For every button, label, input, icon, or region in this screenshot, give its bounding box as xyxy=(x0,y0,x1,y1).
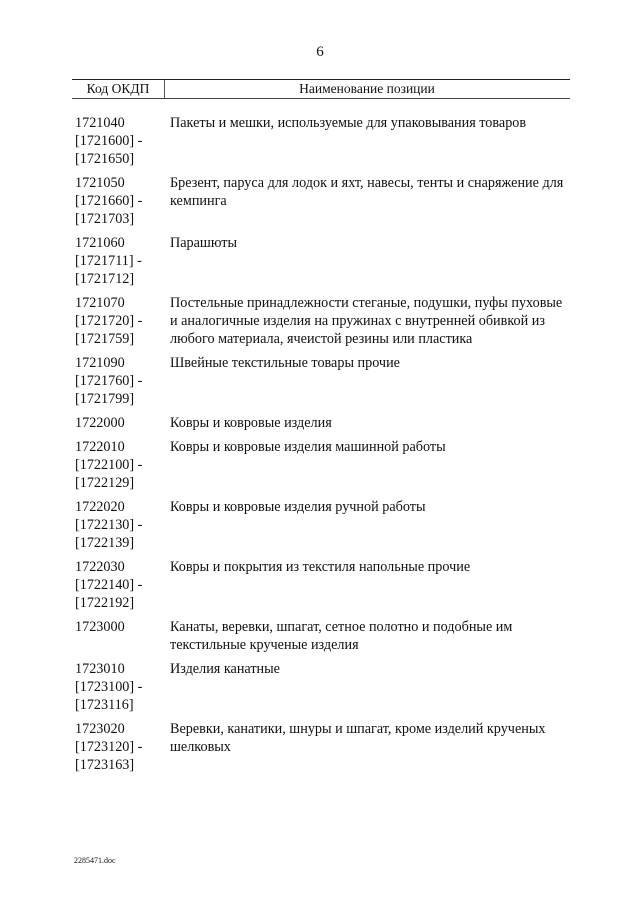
page-number: 6 xyxy=(316,44,324,60)
table-row xyxy=(75,720,570,774)
table-row xyxy=(75,498,570,552)
okdp-code xyxy=(75,174,170,228)
code-line: [1722100] - xyxy=(75,457,143,473)
position-name: Ковры и ковровые изделия xyxy=(170,415,332,431)
table-row xyxy=(75,414,570,432)
code-line: [1722192] xyxy=(75,595,135,611)
position-name: Швейные текстильные товары прочие xyxy=(170,355,400,371)
code-line: 1723020 xyxy=(75,721,125,737)
code-line: 1723010 xyxy=(75,661,125,677)
table-row xyxy=(75,174,570,228)
table-row xyxy=(75,294,570,348)
code-line: [1721799] xyxy=(75,391,135,407)
position-name: Ковры и ковровые изделия ручной работы xyxy=(170,499,426,515)
okdp-code xyxy=(75,720,170,774)
code-line: [1721650] xyxy=(75,151,135,167)
table-row xyxy=(75,438,570,492)
code-line: [1722140] - xyxy=(75,577,143,593)
code-line: 1722020 xyxy=(75,499,125,515)
code-line: [1721712] xyxy=(75,271,135,287)
okdp-code xyxy=(75,294,170,348)
table-row xyxy=(75,660,570,714)
position-name: Канаты, веревки, шпагат, сетное полотно и подобные им текстильные крученые изделия xyxy=(170,619,513,653)
code-line: 1721070 xyxy=(75,295,125,311)
table-body xyxy=(75,114,570,780)
code-line: 1723000 xyxy=(75,619,125,635)
okdp-code xyxy=(75,354,170,408)
position-name: Веревки, канатики, шнуры и шпагат, кроме изделий крученых шелковых xyxy=(170,721,546,755)
position-name: Постельные принадлежности стеганые, подушки, пуфы пуховые и аналогичные изделия на пружинах с внутренней обивкой из любого материала, ячеистой резины или пластика xyxy=(170,295,563,347)
code-line: [1723163] xyxy=(75,757,135,773)
table-row xyxy=(75,114,570,168)
code-line: [1721703] xyxy=(75,211,135,227)
code-line: [1721759] xyxy=(75,331,135,347)
code-line: [1721760] - xyxy=(75,373,143,389)
footer-filename: 2285471.doc xyxy=(74,856,116,865)
code-line: [1722129] xyxy=(75,475,135,491)
code-line: [1723120] - xyxy=(75,739,143,755)
okdp-code xyxy=(75,414,170,432)
code-line: 1721040 xyxy=(75,115,125,131)
code-line: 1721090 xyxy=(75,355,125,371)
table-row xyxy=(75,234,570,288)
position-name: Ковры и ковровые изделия машинной работы xyxy=(170,439,446,455)
code-line: [1723116] xyxy=(75,697,134,713)
table-row xyxy=(75,354,570,408)
position-name: Брезент, паруса для лодок и яхт, навесы, тенты и снаряжение для кемпинга xyxy=(170,175,564,209)
code-line: [1721720] - xyxy=(75,313,143,329)
okdp-code xyxy=(75,660,170,714)
okdp-code xyxy=(75,234,170,288)
code-line: [1721600] - xyxy=(75,133,143,149)
code-line: [1723100] - xyxy=(75,679,143,695)
code-line: 1722030 xyxy=(75,559,125,575)
code-line: [1722139] xyxy=(75,535,135,551)
position-name: Пакеты и мешки, используемые для упаковывания товаров xyxy=(170,115,527,131)
code-line: [1722130] - xyxy=(75,517,143,533)
code-line: [1721660] - xyxy=(75,193,143,209)
table-row xyxy=(75,558,570,612)
code-line: 1722010 xyxy=(75,439,125,455)
code-line: 1721060 xyxy=(75,235,125,251)
position-name: Ковры и покрытия из текстиля напольные прочие xyxy=(170,559,471,575)
okdp-code xyxy=(75,438,170,492)
okdp-code xyxy=(75,618,170,654)
code-line: 1722000 xyxy=(75,415,125,431)
name-column-header: Наименование позиции xyxy=(299,81,435,96)
okdp-code xyxy=(75,558,170,612)
okdp-code xyxy=(75,114,170,168)
code-column-header: Код ОКДП xyxy=(72,80,165,98)
code-line: 1721050 xyxy=(75,175,125,191)
code-line: [1721711] - xyxy=(75,253,142,269)
okdp-code xyxy=(75,498,170,552)
table-header xyxy=(72,79,570,99)
table-row xyxy=(75,618,570,654)
position-name: Изделия канатные xyxy=(170,661,280,677)
position-name: Парашюты xyxy=(170,235,238,251)
